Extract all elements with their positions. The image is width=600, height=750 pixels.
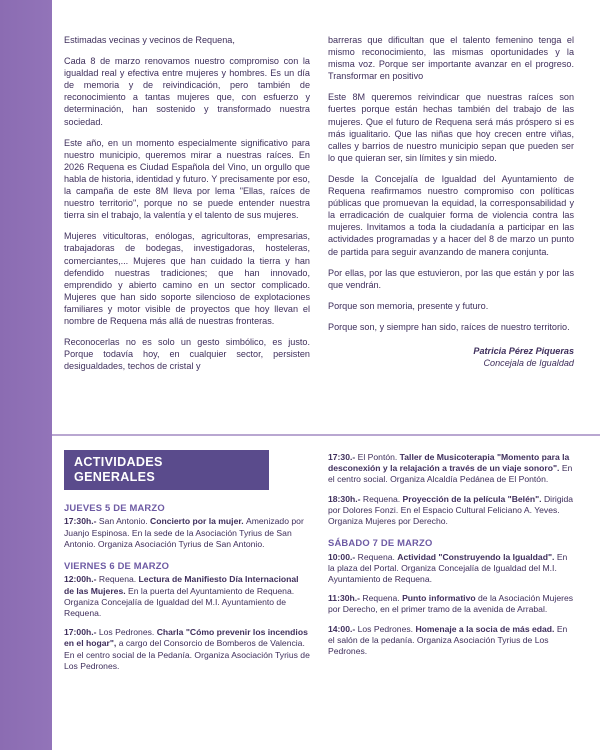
signature-block [328,345,574,370]
event-detail: de la Asociación Mujeres por Derecho, en el primer tramo de la avenida de Arrabal. [328,593,574,615]
letter-paragraph: Reconocerlas no es solo un gesto simbólico, es justo. Porque todavía hoy, en cualquier sector, persisten desigualdades, techos de cristal y [64,337,310,372]
event-detail: En la puerta del Ayuntamiento de Requena. Organiza Concejalía de Igualdad del M.I. Ayuntamiento de Requena. [64,585,295,618]
letter-paragraph: Desde la Concejalía de Igualdad del Ayuntamiento de Requena reafirmamos nuestro compromiso con políticas públicas que promuevan la equidad, la corresponsabilidad y la erradicación de cualquier forma de violencia contra las mujeres. Invitamos a toda la ciudadanía a participar en las actividades programadas y a hacer del 8 de marzo un punto de partida para seguir avanzando de manera conjunta. [328,173,574,257]
letter-paragraph: Mujeres viticultoras, enólogas, agricultoras, empresarias, trabajadoras de bodegas, investigadoras, hosteleras, comerciantes,... Mujeres que han cuidado la tierra y han defendido nuestras tradiciones; que han innovado, emprendido y abierto camino en un sector complicado. Mujeres que han sido soporte silencioso de explotaciones familiares y motor visible de proyectos que hoy llevan el nombre de Requena más allá de nuestras fronteras. [64,231,310,326]
event-title: Charla "Cómo prevenir los incendios en el hogar", [64,627,308,649]
signature-name: Patricia Pérez Piqueras [473,345,574,356]
letter-paragraph: Este 8M queremos reivindicar que nuestras raíces son fuertes porque están hechas también del trabajo de las mujeres. Que el futuro de Requena será más próspero si es más igualitario. Que las niñas que hoy crecen entre viñas, calles y barrios de nuestro municipio sepan que pueden ser lo que quieran ser, sin límites y sin miedo. [328,92,574,163]
event-place: Requena. [357,551,398,562]
letter-paragraph: Porque son memoria, presente y futuro. [328,300,489,311]
letter-paragraph: barreras que dificultan que el talento femenino tenga el mismo reconocimiento, las mismas oportunidades y la misma voz. Porque ser importante avanzar en el progreso. Transformar en positivo [328,35,574,82]
event-time: 17:30h.- [64,516,99,527]
list-item [328,593,574,615]
event-title: Punto informativo [402,593,478,604]
event-place: Requena. [98,574,139,585]
event-time: 18:30h.- [328,493,363,504]
event-title: Lectura de Manifiesto Día Internacional de las Mujeres. [64,574,299,596]
activities-heading-line1: ACTIVIDADES [74,455,163,469]
letter-section [52,0,600,432]
event-title: Actividad "Construyendo la Igualdad". [397,551,557,562]
letter-paragraph: Cada 8 de marzo renovamos nuestro compromiso con la igualdad real y efectiva entre mujeres y hombres. Es un día de memoria y de reivindicación, pero también de reconocimiento a tantas mujeres que, con esfuerzo y determinación, han sostenido y transformado nuestra sociedad. [64,56,310,127]
event-time: 12:00h.- [64,574,99,585]
event-detail: Amenizado por Juanjo Espinosa. En la sede de la Asociación Tyrius de San Antonio. Organiza Asociación Tyrius de San Antonio. [64,516,304,549]
activities-left-column [64,450,310,750]
event-place: El Pontón. [357,452,400,462]
event-time: 14:00.- [328,623,358,634]
left-purple-band-gradient [0,0,52,750]
event-place: Requena. [362,593,403,604]
event-title: Concierto por la mujer. [150,516,246,527]
event-place: Requena. [362,493,403,504]
activities-heading-line2: GENERALES [74,469,156,484]
list-item [328,494,574,528]
letter-paragraph: Este año, en un momento especialmente significativo para nuestro municipio, queremos mirar a nuestras raíces. En 2026 Requena es Ciudad Española del Vino, un orgullo que habla de historia, identidad y futuro. Y precisamente por eso, la campaña de este 8M lleva por lema "Ellas, raíces de nuestro territorio", porque no se puede entender nuestra tierra sin el trabajo, la valentía y el talento de sus mujeres. [64,137,310,221]
activities-right-column [328,450,574,750]
list-item [328,624,574,658]
event-detail: a cargo del Consorcio de Bomberos de Valencia. En el centro social de la Pedanía. Organiza Asociación Tyrius de Los Pedrones. [64,638,310,671]
event-title: Proyección de la película "Belén". [402,493,544,504]
letter-paragraph: Por ellas, por las que estuvieron, por las que están y por las que vendrán. [328,267,574,290]
signature-role: Concejala de Igualdad [483,358,574,369]
event-title: Taller de Musicoterapia "Momento para la desconexión y la relajación a través de un viaje sonoro". [328,452,570,474]
list-item [64,627,310,672]
event-detail: En el centro social. Organiza Alcaldía Pedánea de El Pontón. [328,463,573,485]
activities-heading [64,450,269,490]
day-heading: JUEVES 5 DE MARZO [64,502,165,514]
day-heading: VIERNES 6 DE MARZO [64,560,170,572]
event-time: 17:30.- [328,452,358,462]
letter-right-column [328,34,574,422]
event-detail: En el salón de la pedanía. Organiza Asociación Tyrius de Los Pedrones. [328,623,568,656]
list-item [64,574,310,619]
letter-paragraph: Porque son, y siempre han sido, raíces de nuestro territorio. [328,321,570,332]
event-place: Los Pedrones. [98,627,157,638]
letter-paragraph: Estimadas vecinas y vecinos de Requena, [64,35,235,45]
event-title: Homenaje a la socia de más edad. [415,623,557,634]
event-place: Los Pedrones. [357,623,416,634]
section-divider [52,434,600,436]
event-place: San Antonio. [98,516,151,527]
event-detail: En la plaza del Portal. Organiza Concejalía de Igualdad del M.I. Ayuntamiento de Requena. [328,551,568,584]
event-time: 10:00.- [328,551,358,562]
list-item [328,452,574,486]
list-item [64,516,310,550]
day-heading: SÁBADO 7 DE MARZO [328,537,433,549]
left-purple-band [0,0,52,750]
event-detail: Dirigida por Dolores Fonzi. En el Espacio Cultural Feliciano A. Yeves. Organiza Mujeres por Derecho. [328,493,574,527]
event-time: 17:00h.- [64,627,99,638]
event-time: 11:30h.- [328,593,363,604]
letter-left-column [64,34,310,422]
list-item [328,552,574,586]
activities-section [52,440,600,750]
